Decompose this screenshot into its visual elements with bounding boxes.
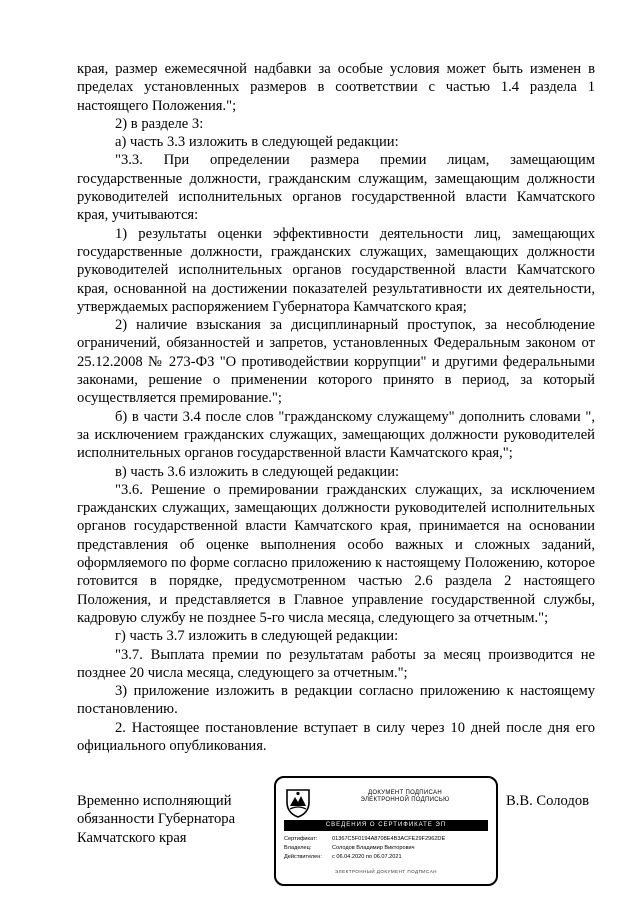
stamp-certificate-band: СВЕДЕНИЯ О СЕРТИФИКАТЕ ЭП [284, 820, 488, 831]
stamp-certificate-row [284, 836, 445, 843]
signatory-name: В.В. Солодов [506, 793, 590, 809]
stamp-row-value: с 06.04.2020 по 06.07.2021 [332, 854, 402, 860]
stamp-row-value: Солодов Владимир Викторович [332, 845, 415, 851]
signatory-position [77, 792, 265, 847]
body-paragraph: края, размер ежемесячной надбавки за особые условия может быть изменен в пределах установленных размеров в соответствии с частью 1.4 раздела 1 настоящего Положения."; [77, 61, 595, 114]
body-paragraph: г) часть 3.7 изложить в следующей редакции: [115, 628, 399, 645]
document-body [77, 60, 595, 755]
stamp-row-label: Действителен: [284, 854, 322, 860]
body-paragraph: "3.3. При определении размера премии лицам, замещающим государственные должности, гражданским служащим, замещающим должности руководителей исполнительных органов государственной власти Камчатского края, учитываются: [77, 152, 595, 224]
stamp-footer: ЭЛЕКТРОННЫЙ ДОКУМЕНТ ПОДПИСАН [335, 869, 437, 874]
stamp-owner-row [284, 845, 415, 852]
stamp-row-label: Владелец: [284, 845, 312, 851]
stamp-row-label: Сертификат: [284, 836, 318, 842]
body-paragraph: а) часть 3.3 изложить в следующей редакции: [115, 134, 399, 151]
signatory-position-line: обязанности Губернатора [77, 811, 236, 828]
body-paragraph: "3.6. Решение о премировании гражданских служащих, за исключением гражданских служащих, замещающих должности руководителей исполнительных органов государственной власти Камчатского края, принимается на основании представления об оценке выполнения особо важных и сложных заданий, оформляемого по форме согласно приложению к настоящему Положению, которое готовится в порядке, предусмотренном частью 2.6 раздела 2 настоящего Положения, и представляется в Главное управление государственной службы, кадровую службу не позднее 5-го числа месяца, следующего за отчетным."; [77, 481, 595, 626]
electronic-signature-stamp [274, 776, 498, 886]
stamp-header [320, 790, 490, 804]
signatory-position-line: Временно исполняющий [77, 793, 232, 809]
coat-of-arms-icon [284, 786, 312, 818]
body-paragraph: 3) приложение изложить в редакции согласно приложению к настоящему постановлению. [77, 683, 595, 718]
stamp-validity-row [284, 854, 402, 861]
stamp-row-value: 01367C5F0194A8708E4B3ACFE29F2962DE [332, 836, 446, 842]
stamp-header-line: ЭЛЕКТРОННОЙ ПОДПИСЬЮ [360, 797, 450, 803]
body-paragraph: 2) наличие взыскания за дисциплинарный проступок, за несоблюдение ограничений, обязанностей и запретов, установленных Федеральным законом от 25.12.2008 № 273-ФЗ "О противодействии коррупции" и другими федеральными законами, решение о применении которого принято в период, за который осуществляется премирование."; [77, 317, 595, 407]
stamp-header-line: ДОКУМЕНТ ПОДПИСАН [368, 790, 442, 796]
body-paragraph: 2) в разделе 3: [115, 115, 204, 132]
body-paragraph: в) часть 3.6 изложить в следующей редакции: [115, 463, 400, 480]
signatory-position-line: Камчатского края [77, 829, 187, 846]
body-paragraph: 1) результаты оценки эффективности деятельности лиц, замещающих государственные должности, гражданских служащих, замещающих должности руководителей исполнительных органов государственной власти Камчатского края, основанной на достижении показателей результативности их деятельности, утверждаемых распоряжением Губернатора Камчатского края; [77, 225, 595, 315]
body-paragraph: "3.7. Выплата премии по результатам работы за месяц производится не позднее 20 числа месяца, следующего за отчетным."; [77, 646, 595, 681]
body-paragraph: б) в части 3.4 после слов "гражданскому служащему" дополнить словами ", за исключением гражданских служащих, замещающих должности руководителей исполнительных органов государственной власти Камчатского края,"; [77, 408, 595, 462]
body-paragraph: 2. Настоящее постановление вступает в силу через 10 дней после дня его официального опубликования. [77, 719, 595, 754]
